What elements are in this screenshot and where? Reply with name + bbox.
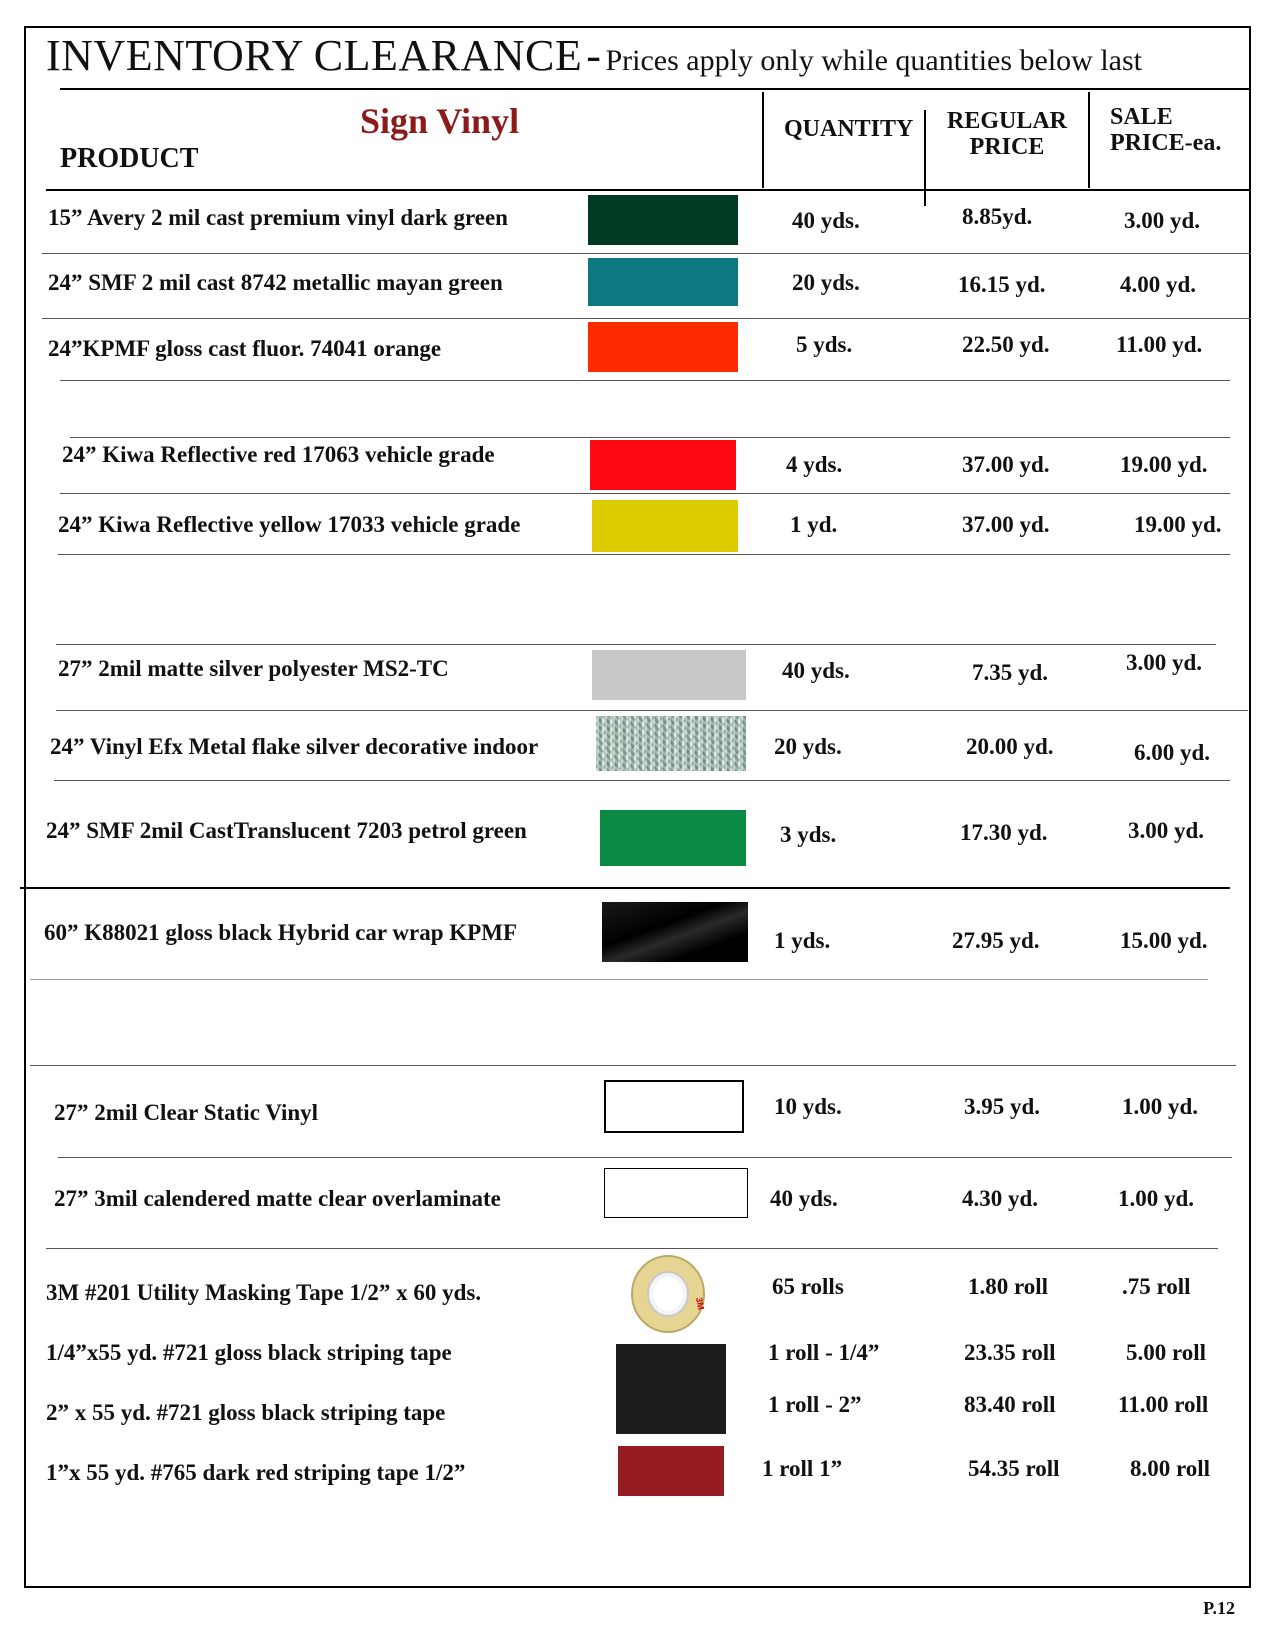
product-name: 24” Kiwa Reflective red 17063 vehicle grade xyxy=(62,442,495,467)
color-swatch xyxy=(600,810,746,866)
col-header-regular xyxy=(945,108,1069,160)
row-divider xyxy=(70,437,1230,438)
product-name: 2” x 55 yd. #721 gloss black striping tape xyxy=(46,1400,446,1425)
sale-price-cell: 3.00 yd. xyxy=(1126,650,1203,675)
header-divider xyxy=(46,189,1251,191)
product-name: 24” SMF 2 mil cast 8742 metallic mayan green xyxy=(48,270,503,295)
title-main: INVENTORY CLEARANCE xyxy=(46,31,583,80)
quantity-cell: 1 roll 1” xyxy=(762,1456,843,1481)
quantity-cell: 40 yds. xyxy=(770,1186,838,1211)
quantity-cell: 4 yds. xyxy=(786,452,843,477)
page-title xyxy=(46,30,1142,81)
color-swatch xyxy=(590,440,736,490)
row-divider xyxy=(42,318,1251,319)
product-name: 24” Vinyl Efx Metal flake silver decorative indoor xyxy=(50,734,539,759)
product-name: 60” K88021 gloss black Hybrid car wrap KPMF xyxy=(44,920,517,945)
quantity-cell: 5 yds. xyxy=(796,332,853,357)
row-divider xyxy=(46,1248,1218,1249)
regular-price-cell: 4.30 yd. xyxy=(962,1186,1039,1211)
row-divider xyxy=(56,644,1216,645)
regular-price-cell: 22.50 yd. xyxy=(962,332,1050,357)
regular-price-cell: 7.35 yd. xyxy=(972,660,1049,685)
product-name: 24” SMF 2mil CastTranslucent 7203 petrol green xyxy=(46,818,527,843)
product-name: 27” 3mil calendered matte clear overlaminate xyxy=(54,1186,501,1211)
quantity-cell: 40 yds. xyxy=(792,208,860,233)
title-subtitle: Prices apply only while quantities below last xyxy=(605,44,1143,77)
quantity-cell: 1 yd. xyxy=(790,512,838,537)
row-divider xyxy=(30,979,1208,980)
color-swatch xyxy=(588,258,738,306)
row-divider xyxy=(54,780,1230,781)
regular-price-cell: 37.00 yd. xyxy=(962,452,1050,477)
quantity-cell: 1 roll - 2” xyxy=(768,1392,862,1417)
row-divider xyxy=(58,1157,1232,1158)
product-name: 24”KPMF gloss cast fluor. 74041 orange xyxy=(48,336,442,361)
color-swatch xyxy=(592,500,738,552)
quantity-cell: 1 yds. xyxy=(774,928,831,953)
row-divider xyxy=(42,253,1251,254)
col-header-sale xyxy=(1110,104,1221,156)
sale-price-cell: 19.00 yd. xyxy=(1134,512,1222,537)
product-name: 3M #201 Utility Masking Tape 1/2” x 60 yds. xyxy=(46,1280,482,1305)
row-divider xyxy=(58,554,1230,555)
color-swatch xyxy=(588,195,738,245)
quantity-cell: 3 yds. xyxy=(780,822,837,847)
group-divider xyxy=(20,887,1230,889)
sale-price-cell: 6.00 yd. xyxy=(1134,740,1211,765)
col-header-sale-line2: PRICE-ea. xyxy=(1110,130,1222,156)
tape-brand-label: 3M xyxy=(694,1296,707,1311)
regular-price-cell: 3.95 yd. xyxy=(964,1094,1041,1119)
product-name: 27” 2mil Clear Static Vinyl xyxy=(54,1100,319,1125)
quantity-cell: 1 roll - 1/4” xyxy=(768,1340,880,1365)
title-dash: - xyxy=(586,31,602,80)
sale-price-cell: 1.00 yd. xyxy=(1122,1094,1199,1119)
quantity-cell: 20 yds. xyxy=(774,734,842,759)
title-divider xyxy=(60,88,1251,90)
product-name: 24” Kiwa Reflective yellow 17033 vehicle grade xyxy=(58,512,521,537)
sale-price-cell: 11.00 yd. xyxy=(1116,332,1203,357)
masking-tape-icon xyxy=(628,1254,708,1334)
quantity-cell: 65 rolls xyxy=(772,1274,844,1299)
product-name: 1/4”x55 yd. #721 gloss black striping tape xyxy=(46,1340,452,1365)
row-divider xyxy=(60,493,1230,494)
page-number: P.12 xyxy=(1203,1598,1235,1618)
color-swatch xyxy=(602,902,748,962)
col-divider-3 xyxy=(1088,92,1090,188)
row-divider xyxy=(60,380,1230,381)
sale-price-cell: 5.00 roll xyxy=(1126,1340,1207,1365)
color-swatch xyxy=(588,322,738,372)
col-divider-1 xyxy=(762,92,764,188)
quantity-cell: 40 yds. xyxy=(782,658,850,683)
col-header-product: PRODUCT xyxy=(60,143,199,174)
regular-price-cell: 23.35 roll xyxy=(964,1340,1056,1365)
row-divider xyxy=(56,710,1248,711)
col-header-regular-line2: PRICE xyxy=(969,134,1045,160)
color-swatch xyxy=(604,1168,748,1218)
regular-price-cell: 83.40 roll xyxy=(964,1392,1056,1417)
sale-price-cell: 4.00 yd. xyxy=(1120,272,1197,297)
product-name: 15” Avery 2 mil cast premium vinyl dark green xyxy=(48,205,508,230)
quantity-cell: 20 yds. xyxy=(792,270,860,295)
sale-price-cell: 8.00 roll xyxy=(1130,1456,1211,1481)
quantity-cell: 10 yds. xyxy=(774,1094,842,1119)
masking-tape-image xyxy=(628,1254,708,1334)
regular-price-cell: 1.80 roll xyxy=(968,1274,1049,1299)
sale-price-cell: 3.00 yd. xyxy=(1124,208,1201,233)
regular-price-cell: 54.35 roll xyxy=(968,1456,1060,1481)
sale-price-cell: .75 roll xyxy=(1122,1274,1191,1299)
regular-price-cell: 27.95 yd. xyxy=(952,928,1040,953)
regular-price-cell: 16.15 yd. xyxy=(958,272,1046,297)
col-header-regular-line1: REGULAR xyxy=(946,108,1067,134)
color-swatch xyxy=(604,1080,744,1133)
regular-price-cell: 17.30 yd. xyxy=(960,820,1048,845)
sale-price-cell: 15.00 yd. xyxy=(1120,928,1208,953)
col-divider-2 xyxy=(924,110,926,206)
regular-price-cell: 20.00 yd. xyxy=(966,734,1054,759)
color-swatch xyxy=(618,1446,724,1496)
color-swatch xyxy=(596,716,746,771)
regular-price-cell: 37.00 yd. xyxy=(962,512,1050,537)
product-name: 1”x 55 yd. #765 dark red striping tape 1/2” xyxy=(46,1460,466,1485)
regular-price-cell: 8.85yd. xyxy=(962,204,1033,229)
sale-price-cell: 19.00 yd. xyxy=(1120,452,1208,477)
col-header-quantity: QUANTITY xyxy=(784,116,914,142)
sale-price-cell: 3.00 yd. xyxy=(1128,818,1205,843)
color-swatch xyxy=(616,1344,726,1434)
color-swatch xyxy=(592,650,746,700)
col-header-sale-line1: SALE xyxy=(1110,104,1173,130)
sale-price-cell: 1.00 yd. xyxy=(1118,1186,1195,1211)
row-divider xyxy=(30,1065,1236,1066)
section-title: Sign Vinyl xyxy=(360,101,520,141)
product-name: 27” 2mil matte silver polyester MS2-TC xyxy=(58,656,449,681)
sale-price-cell: 11.00 roll xyxy=(1118,1392,1209,1417)
